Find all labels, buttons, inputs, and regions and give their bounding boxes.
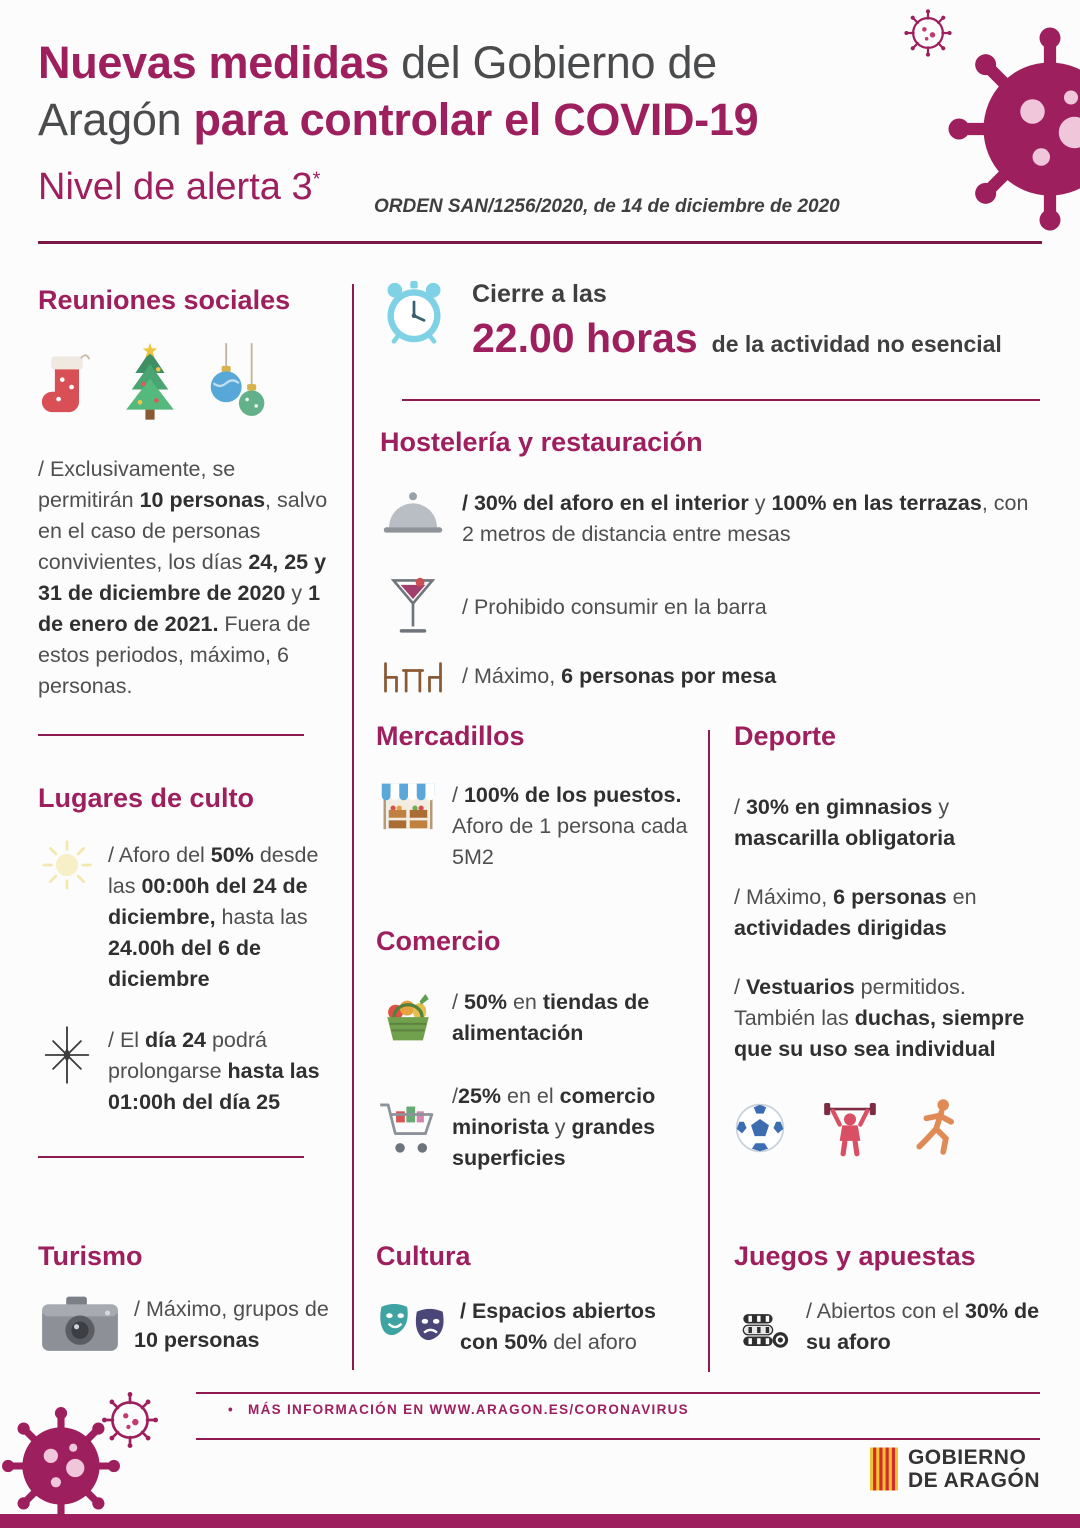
mercadillos-heading: Mercadillos xyxy=(376,721,525,751)
curfew-banner xyxy=(382,278,1040,362)
table-chairs-icon xyxy=(380,656,446,696)
comercio-item-2-text: /25% en el comercio minorista y grandes superficies xyxy=(452,1084,656,1170)
culto-item-2 xyxy=(38,1025,334,1118)
christmas-stocking-icon xyxy=(40,348,92,428)
virus-outline-icon xyxy=(98,1388,162,1452)
comercio-item-1-text: / 50% en tiendas de alimentación xyxy=(452,990,650,1045)
section-divider xyxy=(38,1156,304,1158)
poker-chips-icon xyxy=(734,1302,794,1352)
aragon-flag-icon xyxy=(870,1447,898,1491)
grocery-basket-icon xyxy=(376,990,440,1046)
juegos-heading: Juegos y apuestas xyxy=(734,1241,976,1271)
cultura-heading: Cultura xyxy=(376,1241,471,1271)
title-line-2: Aragón para controlar el COVID-19 xyxy=(38,94,759,145)
hosteleria-item-1-text: / 30% del aforo en el interior y 100% en las terrazas, con 2 metros de distancia entre mesas xyxy=(462,491,1029,546)
gobierno-aragon-logo xyxy=(870,1446,1040,1492)
footer-divider-top xyxy=(196,1392,1040,1394)
deporte-heading: Deporte xyxy=(734,721,837,751)
market-stall-icon xyxy=(376,780,440,838)
sun-glow-icon xyxy=(38,840,96,890)
section-reuniones xyxy=(38,284,334,1158)
soccer-ball-icon xyxy=(734,1102,786,1154)
curfew-scope: de la actividad no esencial xyxy=(711,331,1002,357)
logo-line-2: DE ARAGÓN xyxy=(907,1469,1040,1492)
hosteleria-item-2-text: / Prohibido consumir en la barra xyxy=(462,594,767,619)
vertical-divider-right xyxy=(708,730,710,1372)
alert-footnote-mark: * xyxy=(312,168,321,191)
footer-info-text xyxy=(228,1402,689,1417)
juegos-item-text: / Abiertos con el 30% de su aforo xyxy=(806,1299,1040,1354)
curfew-time: 22.00 horas xyxy=(472,315,698,361)
section-hosteleria xyxy=(380,426,1040,696)
alert-level xyxy=(38,166,320,209)
juegos-item xyxy=(734,1296,1040,1358)
footer-divider-bottom xyxy=(196,1438,1040,1440)
mercadillos-item xyxy=(376,780,688,873)
turismo-heading: Turismo xyxy=(38,1241,143,1271)
alarm-clock-icon xyxy=(382,278,446,348)
culto-item-1 xyxy=(38,840,334,995)
cultura-item xyxy=(376,1296,688,1358)
deporte-item-3-text: / Vestuarios permitidos. También las duchas, siempre que su uso sea individual xyxy=(734,975,1025,1061)
curfew-text xyxy=(472,278,1002,362)
comercio-heading: Comercio xyxy=(376,926,501,956)
hosteleria-item-3-text: / Máximo, 6 personas por mesa xyxy=(462,663,777,688)
mercadillos-item-text: / 100% de los puestos. Aforo de 1 persona cada 5M2 xyxy=(452,783,688,869)
hosteleria-item-3 xyxy=(380,656,1040,696)
hosteleria-heading: Hostelería y restauración xyxy=(380,427,703,457)
culto-item-2-text: / El día 24 podrá prolongarse hasta las 01:00h del día 25 xyxy=(108,1028,320,1114)
section-juegos xyxy=(734,1240,1040,1358)
christmas-icons-row xyxy=(40,338,334,428)
cultura-item-text: / Espacios abiertos con 50% del aforo xyxy=(460,1299,656,1354)
logo-line-1: GOBIERNO xyxy=(907,1446,1027,1469)
vertical-divider-left xyxy=(352,284,354,1370)
sports-icons-row xyxy=(734,1097,1040,1159)
cocktail-icon xyxy=(380,576,446,638)
virus-icon xyxy=(945,24,1080,234)
hosteleria-item-1 xyxy=(380,488,1040,550)
curfew-divider xyxy=(402,399,1040,401)
weightlifter-icon xyxy=(822,1097,878,1159)
ornaments-icon xyxy=(208,342,268,428)
title-line-1: Nuevas medidas del Gobierno de xyxy=(38,37,717,88)
order-reference: ORDEN SAN/1256/2020, de 14 de diciembre de 2020 xyxy=(374,196,840,217)
deporte-item-1-text: / 30% en gimnasios y mascarilla obligatoria xyxy=(734,795,956,850)
middle-column xyxy=(376,720,688,1174)
footer-bullet: • xyxy=(228,1402,235,1417)
gobierno-logo-text xyxy=(908,1446,1040,1492)
section-divider xyxy=(38,734,304,736)
alert-level-text: Nivel de alerta 3 xyxy=(38,166,313,208)
section-deporte xyxy=(734,720,1040,1159)
bottom-accent-bar xyxy=(0,1514,1080,1528)
section-turismo xyxy=(38,1240,338,1356)
section-cultura xyxy=(376,1240,688,1358)
runner-icon xyxy=(914,1097,960,1159)
sparkle-star-icon xyxy=(38,1025,96,1085)
comercio-item-1 xyxy=(376,987,688,1049)
cloche-icon xyxy=(380,488,446,540)
reuniones-body-text: / Exclusivamente, se permitirán 10 personas, salvo en el caso de personas convivientes, los días 24, 25 y 31 de diciembre de 2020 y 1 de enero de 2021. Fuera de estos periodos, máximo, 6 personas. xyxy=(38,457,328,698)
page-title xyxy=(38,34,758,148)
theater-masks-icon xyxy=(376,1302,448,1352)
footer-info-link-text: MÁS INFORMACIÓN EN WWW.ARAGON.ES/CORONAVIRUS xyxy=(248,1402,689,1417)
curfew-intro: Cierre a las xyxy=(472,280,607,308)
comercio-item-2 xyxy=(376,1081,688,1174)
deporte-item-2-text: / Máximo, 6 personas en actividades dirigidas xyxy=(734,885,977,940)
turismo-item-text: / Máximo, grupos de 10 personas xyxy=(134,1297,329,1352)
reuniones-heading: Reuniones sociales xyxy=(38,285,291,315)
culto-heading: Lugares de culto xyxy=(38,783,255,813)
header-divider xyxy=(38,241,1042,244)
turismo-item xyxy=(38,1294,338,1356)
culto-item-1-text: / Aforo del 50% desde las 00:00h del 24 de diciembre, hasta las 24.00h del 6 de diciembre xyxy=(108,843,319,991)
hosteleria-item-2 xyxy=(380,576,1040,638)
camera-icon xyxy=(38,1294,122,1356)
shopping-cart-icon xyxy=(376,1098,440,1158)
christmas-tree-icon xyxy=(118,340,182,428)
